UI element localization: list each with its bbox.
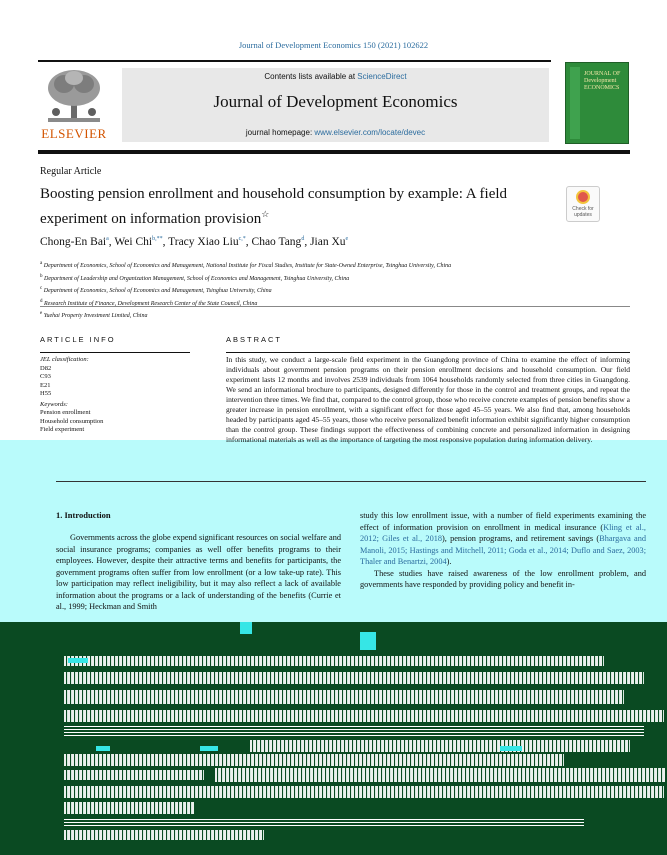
header-thick-rule <box>38 150 630 154</box>
author-name[interactable]: Chao Tang <box>251 236 302 248</box>
abstract-heading: ABSTRACT <box>226 335 283 344</box>
noise-strip <box>64 802 194 814</box>
section-rule <box>56 481 646 482</box>
check-for-updates-button[interactable] <box>566 186 600 222</box>
author-name[interactable]: Jian Xu <box>310 236 346 248</box>
noise-cyan <box>240 622 252 634</box>
paper-title-text: Boosting pension enrollment and household consumption by example: A field experiment on information provision <box>40 186 508 227</box>
intro-left-column: Governments across the globe expend significant resources on social welfare and social insurance programs; companies as well offer benefits programs to their employees. However, despite their attractive terms and benefits for participants, the government programs often suffer from low enrollment (or a low take-up rate). This low participation may reflect ineligibility, but it may also reflect a lack of available information about the programs or a lack of understanding of the benefits (Currie et al., 1999; Heckman and Smith <box>56 533 341 611</box>
contents-prefix: Contents lists available at <box>264 72 358 81</box>
author-affil-mark[interactable]: c,* <box>238 236 246 243</box>
paragraph-text: study this low enrollment issue, with a number of field experiments examining the effect of information provision on enrollment in medical insurance ( <box>360 511 646 532</box>
homepage-link[interactable]: www.elsevier.com/locate/devec <box>314 128 426 137</box>
citation-link[interactable]: Bhargava and Manoli, 2015; Hastings and Mitchell, 2011; Goda et al., 2014; Duflo and Saez, 2003; Thaler and Benartzi, 2004 <box>360 534 646 566</box>
affiliation-text: Department of Economics, School of Economics and Management, Tsinghua University, China <box>43 288 272 294</box>
noise-strip <box>64 818 584 826</box>
affiliation-item <box>40 309 600 322</box>
article-info-rule <box>40 352 190 353</box>
affiliation-text: Department of Economics, School of Economics and Management, National Institute for Fiscal Studies, Institute for State-Owned Enterprise, Tsinghua University, China <box>43 263 452 269</box>
cover-stripe <box>570 67 580 139</box>
noise-strip <box>64 754 564 766</box>
affiliation-item <box>40 297 600 310</box>
author-affil-mark[interactable]: d <box>301 236 305 243</box>
journal-cover-image[interactable] <box>565 62 629 144</box>
noise-strip <box>215 768 665 782</box>
intro-right-column <box>360 510 646 591</box>
header-rule <box>38 60 551 62</box>
affiliation-text: Department of Leadership and Organization Management, School of Economics and Management, Tsinghua University, China <box>44 275 350 282</box>
article-info-body <box>40 356 190 435</box>
paper-title <box>40 184 540 229</box>
noise-cyan <box>500 746 522 751</box>
noise-strip <box>64 672 644 684</box>
publisher-logo[interactable] <box>38 66 110 144</box>
affiliation-text: Research Institute of Finance, Development Research Center of the State Council, China <box>44 300 258 307</box>
check-updates-label: Check for updates <box>572 206 594 218</box>
noise-cyan <box>96 746 110 751</box>
noise-strip <box>64 690 624 704</box>
affiliation-item <box>40 259 600 272</box>
jel-code: E21 <box>40 381 51 389</box>
noise-strip <box>64 786 664 798</box>
article-type: Regular Article <box>40 166 102 177</box>
noise-cyan <box>360 632 376 650</box>
abstract-rule <box>226 352 630 353</box>
affiliation-rule <box>40 306 630 307</box>
affiliation-mark: b <box>40 273 43 279</box>
noise-strip <box>64 710 664 722</box>
affiliation-mark: a <box>40 261 43 266</box>
journal-title[interactable]: Journal of Development Economics <box>213 92 458 111</box>
journal-citation[interactable]: Journal of Development Economics 150 (2021) 102622 <box>238 40 429 50</box>
jel-code: D82 <box>40 364 52 372</box>
keyword: Household consumption <box>40 417 104 425</box>
paragraph-text: ), pension programs, and retirement savings ( <box>442 534 600 543</box>
paragraph-text: ). <box>446 557 452 566</box>
paragraph-text: These studies have raised awareness of the low enrollment problem, and governments have responded by providing policy and benefit in- <box>360 568 646 589</box>
corrupted-render-region <box>0 622 667 855</box>
abstract-text: In this study, we conduct a large-scale field experiment in the Guangdong province of China to examine the effect of informing individuals about government pension programs on their pension enrollment decisions and household consumption. Our field experiment lasts 12 months and involves 2539 individuals from 1064 households randomly selected from three cities in Guangdong. We send an informational brochure to participants, designed differently for those in the control and treatment groups, and repeat the intervention three times. We find that, compared to the control group, those who receive concrete examples of pension benefits show a greater increase in pension enrollment, with a significant effect for those aged 45–55 years. We also find that, among households headed by participants aged 45–55 years, those who receive personalized benefit information exhibit significantly higher consumption than the control group. These findings support the effectiveness of combining concrete and personalized information in designing informational materials as well as the importance of targeting the most responsive population during information delivery. <box>226 355 630 444</box>
noise-strip <box>250 740 630 752</box>
noise-strip <box>64 726 644 736</box>
noise-strip <box>64 770 204 780</box>
article-info-heading: ARTICLE INFO <box>40 335 116 344</box>
affiliation-mark: e <box>40 311 43 316</box>
homepage-prefix: journal homepage: <box>245 128 315 137</box>
author-name[interactable]: Chong-En Bai <box>40 236 107 248</box>
journal-banner <box>122 68 549 142</box>
jel-label: JEL classification: <box>40 356 89 363</box>
author-affil-mark[interactable]: e <box>345 236 349 243</box>
affiliation-text: Yuehai Property Investment Limited, China <box>43 313 148 319</box>
noise-strip <box>64 656 604 666</box>
contents-line <box>122 72 549 81</box>
affiliation-item <box>40 284 600 297</box>
sciencedirect-link[interactable]: ScienceDirect <box>357 72 407 81</box>
affiliation-list <box>40 259 600 322</box>
author-affil-mark[interactable]: a <box>106 236 109 243</box>
noise-cyan <box>200 746 218 751</box>
noise-cyan <box>68 658 88 663</box>
affiliation-mark: d <box>40 298 43 304</box>
cover-title: JOURNAL OF Development ECONOMICS <box>584 71 621 91</box>
publisher-name: ELSEVIER <box>41 126 107 141</box>
elsevier-tree-icon <box>44 68 104 124</box>
author-list: Chong-En Bai$^a$, Wei Chi$^{b,**}$, Tracy Xiao Liu$^{c,*}$, Chao Tang$^d$, Jian Xu$^e$ <box>40 236 349 248</box>
affiliation-item <box>40 272 600 285</box>
check-updates-icon <box>576 190 590 204</box>
affiliation-mark: c <box>40 286 43 291</box>
author-affil-mark[interactable]: b,** <box>152 236 163 243</box>
keyword: Field experiment <box>40 426 85 433</box>
jel-code: H55 <box>40 390 52 397</box>
author-name[interactable]: Tracy Xiao Liu <box>168 236 239 248</box>
citation-link[interactable]: Kling et al., 2012; Giles et al., 2018 <box>360 522 646 543</box>
homepage-line <box>122 128 549 137</box>
keywords-label: Keywords: <box>40 400 68 408</box>
author-name[interactable]: Wei Chi <box>114 236 153 248</box>
title-footnote-mark[interactable]: ☆ <box>261 209 270 219</box>
noise-strip <box>64 830 264 840</box>
keyword: Pension enrollment <box>40 409 91 416</box>
jel-code: C93 <box>40 373 51 380</box>
section-heading: 1. Introduction <box>56 510 111 520</box>
